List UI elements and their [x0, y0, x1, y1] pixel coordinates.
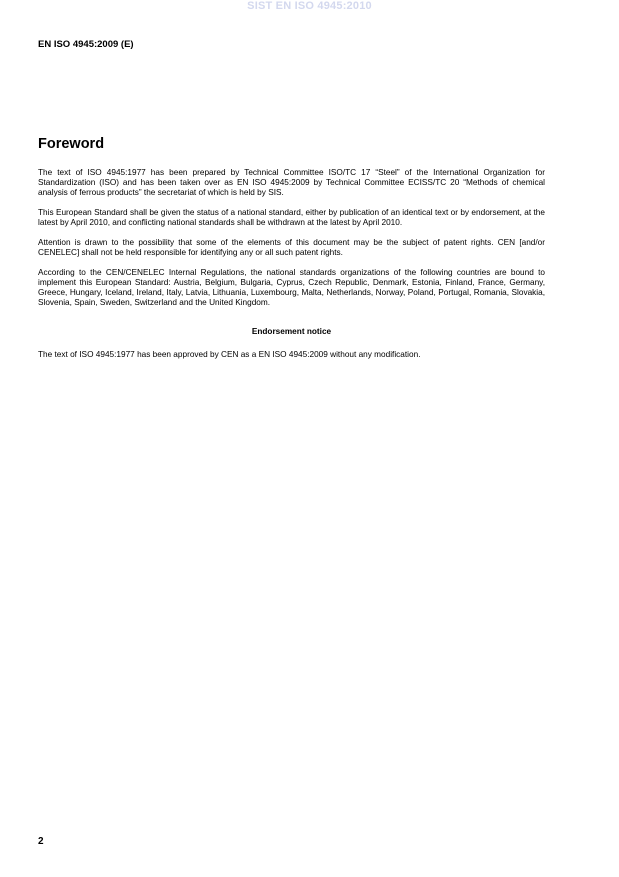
endorsement-heading: Endorsement notice [251, 327, 332, 336]
foreword-paragraph: Attention is drawn to the possibility that some of the elements of this document may be the subject of patent rights. CEN [and/or CENELEC] shall not be held responsible for identifying any or all such patent rights. [38, 238, 545, 257]
foreword-paragraph: According to the CEN/CENELEC Internal Regulations, the national standards organizations of the following countries are bound to implement this European Standard: Austria, Belgium, Bulgaria, Cyprus, Czech Republic, Denmark, Estonia, Finland, France, Germany, Greece, Hungary, Iceland, Ireland, Italy, Latvia, Lithuania, Luxembourg, Malta, Netherlands, Norway, Poland, Portugal, Romania, Slovakia, Slovenia, Spain, Sweden, Switzerland and the United Kingdom. [38, 268, 545, 307]
foreword-paragraph: This European Standard shall be given the status of a national standard, either by publication of an identical text or by endorsement, at the latest by April 2010, and conflicting national standards shall be withdrawn at the latest by April 2010. [38, 208, 545, 227]
page-number: 2 [38, 836, 44, 847]
endorsement-text: The text of ISO 4945:1977 has been approved by CEN as a EN ISO 4945:2009 without any modification. [38, 350, 421, 359]
foreword-paragraph: The text of ISO 4945:1977 has been prepared by Technical Committee ISO/TC 17 “Steel” of the International Organization for Standardization (ISO) and has been taken over as EN ISO 4945:2009 by Technical Committee ECISS/TC 20 “Methods of chemical analysis of ferrous products” the secretariat of which is held by SIS. [38, 168, 545, 197]
foreword-title: Foreword [38, 136, 105, 152]
watermark: SIST EN ISO 4945:2010 [247, 0, 372, 12]
document-id: EN ISO 4945:2009 (E) [38, 39, 134, 50]
main-content [38, 136, 545, 370]
